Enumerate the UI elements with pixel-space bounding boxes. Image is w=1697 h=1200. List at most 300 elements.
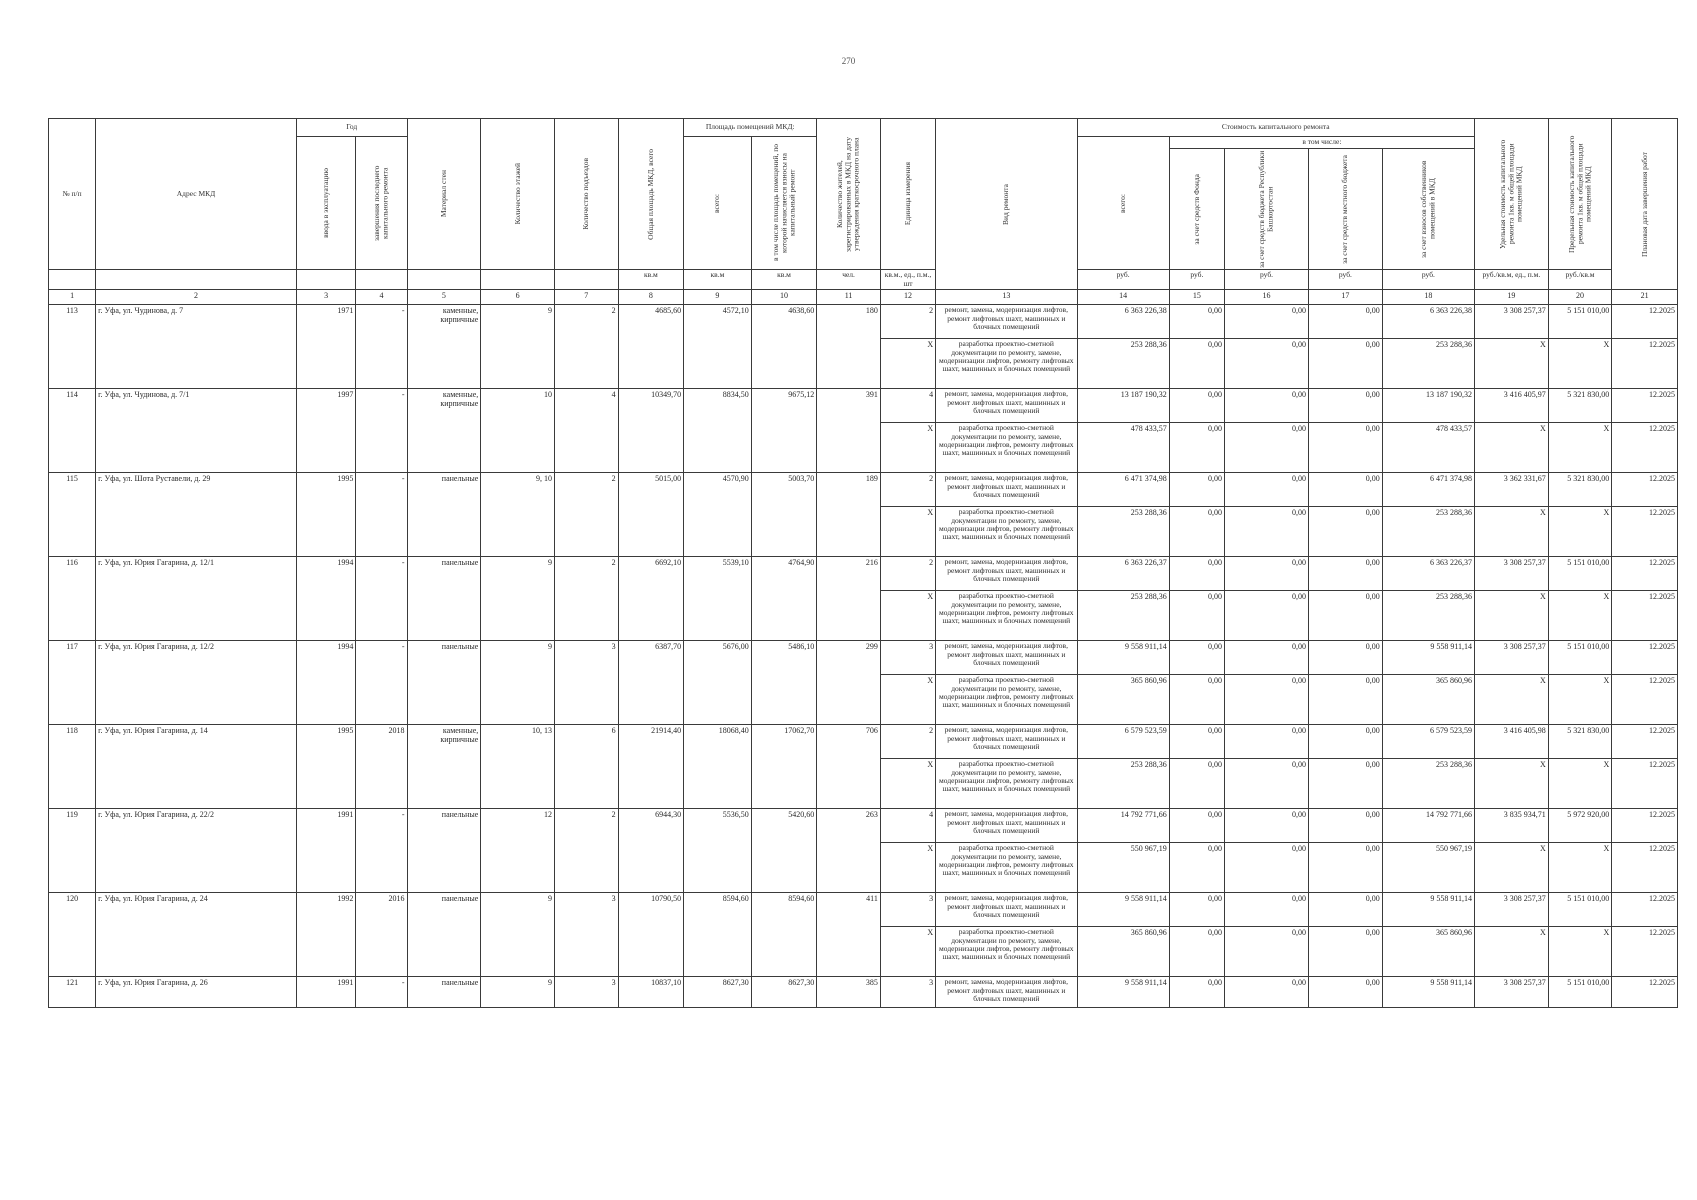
- row-entrances: 2: [555, 557, 619, 641]
- unit-cell: руб./кв.м, ед., п.м.: [1475, 270, 1549, 290]
- column-number: 14: [1077, 290, 1169, 305]
- row-floors: 9: [481, 641, 555, 725]
- row-cost-owners: 9 558 911,14: [1382, 893, 1474, 927]
- unit-cell: руб.: [1382, 270, 1474, 290]
- unit-cell: чел.: [817, 270, 881, 290]
- table-row: [49, 809, 1678, 843]
- header-including: в том числе:: [1169, 137, 1474, 149]
- row-area-contrib: 5003,70: [751, 473, 817, 557]
- row-residents: 299: [817, 641, 881, 725]
- subrow-cost-local: 0,00: [1309, 507, 1383, 557]
- subrow-cost-owners: 365 860,96: [1382, 675, 1474, 725]
- subrow-max-cost: X: [1548, 423, 1612, 473]
- row-floors: 10: [481, 389, 555, 473]
- row-unit-cost: 3 362 331,67: [1475, 473, 1549, 507]
- header-deadline: Плановая дата завершения работ: [1639, 151, 1649, 257]
- subrow-qty: X: [880, 843, 935, 893]
- subrow-unit-cost: X: [1475, 675, 1549, 725]
- row-cost-fund: 0,00: [1169, 725, 1224, 759]
- row-cost-owners: 6 363 226,38: [1382, 305, 1474, 339]
- row-wall-material: панельные: [407, 557, 481, 641]
- row-cost-total: 6 363 226,38: [1077, 305, 1169, 339]
- row-entrances: 3: [555, 641, 619, 725]
- subrow-cost-total: 365 860,96: [1077, 675, 1169, 725]
- row-cost-republic: 0,00: [1225, 305, 1309, 339]
- subrow-unit-cost: X: [1475, 591, 1549, 641]
- subrow-cost-local: 0,00: [1309, 927, 1383, 977]
- subrow-cost-republic: 0,00: [1225, 591, 1309, 641]
- row-cost-total: 6 471 374,98: [1077, 473, 1169, 507]
- row-cost-local: 0,00: [1309, 893, 1383, 927]
- subrow-deadline: 12.2025: [1612, 843, 1678, 893]
- header-year-commission: ввода в эксплуатацию: [321, 168, 330, 238]
- row-area-contrib: 5486,10: [751, 641, 817, 725]
- row-area-total: 5539,10: [684, 557, 752, 641]
- subrow-cost-local: 0,00: [1309, 423, 1383, 473]
- subrow-cost-owners: 478 433,57: [1382, 423, 1474, 473]
- row-area-total: 5676,00: [684, 641, 752, 725]
- row-address: г. Уфа, ул. Чудинова, д. 7: [96, 305, 297, 389]
- row-wall-material: панельные: [407, 473, 481, 557]
- row-deadline: 12.2025: [1612, 641, 1678, 675]
- column-number: 2: [96, 290, 297, 305]
- subrow-max-cost: X: [1548, 759, 1612, 809]
- subrow-work-type: разработка проектно-сметной документации по ремонту, замене, модернизации лифтов, ремонту лифтовых шахт, машинных и блочных помещений: [936, 843, 1077, 893]
- column-number: 12: [880, 290, 935, 305]
- header-floors: Количество этажей: [512, 163, 522, 225]
- row-number: 117: [49, 641, 96, 725]
- row-floors: 10, 13: [481, 725, 555, 809]
- header-year-group: Год: [296, 119, 407, 137]
- row-cost-fund: 0,00: [1169, 305, 1224, 339]
- header-cost-local: за счет средств местного бюджета: [1340, 154, 1350, 264]
- row-deadline: 12.2025: [1612, 473, 1678, 507]
- row-cost-owners: 6 579 523,59: [1382, 725, 1474, 759]
- header-premises-area-group: Площадь помещений МКД:: [684, 119, 817, 137]
- row-wall-material: панельные: [407, 893, 481, 977]
- subrow-qty: X: [880, 759, 935, 809]
- row-area-contrib: 8594,60: [751, 893, 817, 977]
- row-total-area: 10790,50: [618, 893, 684, 977]
- row-wall-material: каменные, кирпичные: [407, 305, 481, 389]
- subrow-cost-fund: 0,00: [1169, 675, 1224, 725]
- row-cost-fund: 0,00: [1169, 977, 1224, 1008]
- row-work-type: ремонт, замена, модернизация лифтов, ремонт лифтовых шахт, машинных и блочных помещений: [936, 305, 1077, 339]
- column-numbers-row: [49, 290, 1678, 305]
- column-number: 1: [49, 290, 96, 305]
- column-number: 16: [1225, 290, 1309, 305]
- unit-cell: руб./кв.м: [1548, 270, 1612, 290]
- row-year-commission: 1994: [296, 557, 355, 641]
- row-work-qty: 2: [880, 305, 935, 339]
- subrow-max-cost: X: [1548, 927, 1612, 977]
- subrow-cost-republic: 0,00: [1225, 927, 1309, 977]
- subrow-deadline: 12.2025: [1612, 423, 1678, 473]
- row-residents: 391: [817, 389, 881, 473]
- row-work-type: ремонт, замена, модернизация лифтов, ремонт лифтовых шахт, машинных и блочных помещений: [936, 641, 1077, 675]
- row-year-commission: 1997: [296, 389, 355, 473]
- row-cost-total: 14 792 771,66: [1077, 809, 1169, 843]
- row-work-type: ремонт, замена, модернизация лифтов, ремонт лифтовых шахт, машинных и блочных помещений: [936, 809, 1077, 843]
- subrow-deadline: 12.2025: [1612, 507, 1678, 557]
- row-total-area: 4685,60: [618, 305, 684, 389]
- header-area-contrib: в том числе площадь помещений, по которой начисляется взносы на капитальный ремонт: [770, 144, 797, 262]
- table-row: [49, 977, 1678, 1008]
- row-cost-owners: 13 187 190,32: [1382, 389, 1474, 423]
- row-unit-cost: 3 308 257,37: [1475, 305, 1549, 339]
- row-entrances: 4: [555, 389, 619, 473]
- row-cost-owners: 6 363 226,37: [1382, 557, 1474, 591]
- header-unit-cost: Удельная стоимость капитального ремонта 1кв. м общей площади помещений МКД: [1498, 139, 1524, 249]
- capital-repair-table: [48, 118, 1678, 1008]
- row-floors: 9: [481, 893, 555, 977]
- subrow-work-type: разработка проектно-сметной документации по ремонту, замене, модернизации лифтов, ремонту лифтовых шахт, машинных и блочных помещений: [936, 927, 1077, 977]
- subrow-cost-fund: 0,00: [1169, 339, 1224, 389]
- subrow-cost-fund: 0,00: [1169, 927, 1224, 977]
- unit-cell: кв.м: [751, 270, 817, 290]
- subrow-cost-owners: 253 288,36: [1382, 339, 1474, 389]
- header-cost-owners: за счет взносов собственников помещений в МКД: [1419, 160, 1437, 258]
- row-year-last-repair: -: [356, 809, 407, 893]
- row-deadline: 12.2025: [1612, 725, 1678, 759]
- row-year-last-repair: 2018: [356, 725, 407, 809]
- subrow-qty: X: [880, 591, 935, 641]
- column-number: 18: [1382, 290, 1474, 305]
- unit-cell: кв.м., ед., п.м., шт: [880, 270, 935, 290]
- row-year-last-repair: 2016: [356, 893, 407, 977]
- column-number: 15: [1169, 290, 1224, 305]
- row-cost-owners: 9 558 911,14: [1382, 977, 1474, 1008]
- table-row: [49, 305, 1678, 339]
- row-cost-local: 0,00: [1309, 557, 1383, 591]
- row-cost-owners: 6 471 374,98: [1382, 473, 1474, 507]
- row-number: 116: [49, 557, 96, 641]
- subrow-unit-cost: X: [1475, 507, 1549, 557]
- subrow-qty: X: [880, 423, 935, 473]
- row-cost-fund: 0,00: [1169, 557, 1224, 591]
- row-cost-total: 13 187 190,32: [1077, 389, 1169, 423]
- header-work-type: Вид ремонта: [1001, 183, 1011, 225]
- row-area-contrib: 5420,60: [751, 809, 817, 893]
- table-row: [49, 893, 1678, 927]
- row-max-cost: 5 321 830,00: [1548, 389, 1612, 423]
- row-unit-cost: 3 835 934,71: [1475, 809, 1549, 843]
- row-year-commission: 1994: [296, 641, 355, 725]
- row-number: 115: [49, 473, 96, 557]
- row-max-cost: 5 321 830,00: [1548, 725, 1612, 759]
- row-year-commission: 1992: [296, 893, 355, 977]
- column-number: 3: [296, 290, 355, 305]
- row-cost-fund: 0,00: [1169, 641, 1224, 675]
- row-work-qty: 3: [880, 977, 935, 1008]
- subrow-max-cost: X: [1548, 675, 1612, 725]
- subrow-max-cost: X: [1548, 843, 1612, 893]
- row-year-last-repair: -: [356, 977, 407, 1008]
- column-number: 21: [1612, 290, 1678, 305]
- row-year-last-repair: -: [356, 305, 407, 389]
- row-unit-cost: 3 416 405,97: [1475, 389, 1549, 423]
- row-year-last-repair: -: [356, 641, 407, 725]
- row-deadline: 12.2025: [1612, 809, 1678, 843]
- table-row: [49, 557, 1678, 591]
- row-max-cost: 5 151 010,00: [1548, 977, 1612, 1008]
- row-cost-fund: 0,00: [1169, 473, 1224, 507]
- subrow-qty: X: [880, 675, 935, 725]
- units-row: [49, 270, 1678, 290]
- row-address: г. Уфа, ул. Юрия Гагарина, д. 14: [96, 725, 297, 809]
- row-total-area: 6387,70: [618, 641, 684, 725]
- row-entrances: 2: [555, 305, 619, 389]
- subrow-cost-republic: 0,00: [1225, 843, 1309, 893]
- subrow-cost-republic: 0,00: [1225, 759, 1309, 809]
- row-unit-cost: 3 308 257,37: [1475, 893, 1549, 927]
- unit-cell: руб.: [1309, 270, 1383, 290]
- row-area-contrib: 17062,70: [751, 725, 817, 809]
- row-address: г. Уфа, ул. Юрия Гагарина, д. 12/2: [96, 641, 297, 725]
- subrow-cost-republic: 0,00: [1225, 507, 1309, 557]
- subrow-work-type: разработка проектно-сметной документации по ремонту, замене, модернизации лифтов, ремонту лифтовых шахт, машинных и блочных помещений: [936, 507, 1077, 557]
- row-unit-cost: 3 308 257,37: [1475, 641, 1549, 675]
- subrow-max-cost: X: [1548, 339, 1612, 389]
- subrow-qty: X: [880, 507, 935, 557]
- page-number: 270: [841, 56, 856, 66]
- row-deadline: 12.2025: [1612, 977, 1678, 1008]
- row-work-qty: 4: [880, 809, 935, 843]
- row-entrances: 6: [555, 725, 619, 809]
- row-max-cost: 5 151 010,00: [1548, 893, 1612, 927]
- row-cost-owners: 14 792 771,66: [1382, 809, 1474, 843]
- subrow-deadline: 12.2025: [1612, 591, 1678, 641]
- row-area-total: 4572,10: [684, 305, 752, 389]
- row-address: г. Уфа, ул. Шота Руставели, д. 29: [96, 473, 297, 557]
- subrow-cost-owners: 550 967,19: [1382, 843, 1474, 893]
- row-residents: 411: [817, 893, 881, 977]
- row-number: 119: [49, 809, 96, 893]
- subrow-cost-owners: 253 288,36: [1382, 507, 1474, 557]
- subrow-cost-fund: 0,00: [1169, 759, 1224, 809]
- table-row: [49, 641, 1678, 675]
- row-work-qty: 3: [880, 893, 935, 927]
- subrow-cost-owners: 365 860,96: [1382, 927, 1474, 977]
- row-cost-total: 9 558 911,14: [1077, 893, 1169, 927]
- row-number: 118: [49, 725, 96, 809]
- row-entrances: 3: [555, 977, 619, 1008]
- row-number: 121: [49, 977, 96, 1008]
- row-number: 113: [49, 305, 96, 389]
- header-area-total: всего:: [712, 193, 722, 213]
- row-area-total: 4570,90: [684, 473, 752, 557]
- header-cost-republic: за счет средств бюджета Республики Башкортостан: [1257, 150, 1275, 268]
- row-deadline: 12.2025: [1612, 305, 1678, 339]
- row-entrances: 2: [555, 809, 619, 893]
- row-entrances: 3: [555, 893, 619, 977]
- row-residents: 189: [817, 473, 881, 557]
- subrow-unit-cost: X: [1475, 927, 1549, 977]
- subrow-unit-cost: X: [1475, 843, 1549, 893]
- row-wall-material: каменные, кирпичные: [407, 389, 481, 473]
- row-area-total: 8627,30: [684, 977, 752, 1008]
- subrow-cost-fund: 0,00: [1169, 423, 1224, 473]
- row-floors: 9: [481, 977, 555, 1008]
- row-cost-republic: 0,00: [1225, 977, 1309, 1008]
- row-cost-local: 0,00: [1309, 641, 1383, 675]
- row-cost-total: 6 363 226,37: [1077, 557, 1169, 591]
- row-cost-local: 0,00: [1309, 725, 1383, 759]
- row-work-type: ремонт, замена, модернизация лифтов, ремонт лифтовых шахт, машинных и блочных помещений: [936, 893, 1077, 927]
- row-wall-material: панельные: [407, 977, 481, 1008]
- row-wall-material: панельные: [407, 809, 481, 893]
- row-unit-cost: 3 308 257,37: [1475, 557, 1549, 591]
- unit-cell: руб.: [1169, 270, 1224, 290]
- row-work-qty: 3: [880, 641, 935, 675]
- unit-cell: руб.: [1077, 270, 1169, 290]
- subrow-cost-local: 0,00: [1309, 759, 1383, 809]
- row-cost-republic: 0,00: [1225, 725, 1309, 759]
- row-residents: 706: [817, 725, 881, 809]
- row-number: 120: [49, 893, 96, 977]
- row-cost-local: 0,00: [1309, 809, 1383, 843]
- row-address: г. Уфа, ул. Юрия Гагарина, д. 12/1: [96, 557, 297, 641]
- row-work-qty: 2: [880, 473, 935, 507]
- row-area-contrib: 4638,60: [751, 305, 817, 389]
- column-number: 9: [684, 290, 752, 305]
- header-address: Адрес МКД: [96, 119, 297, 270]
- column-number: 11: [817, 290, 881, 305]
- row-address: г. Уфа, ул. Юрия Гагарина, д. 22/2: [96, 809, 297, 893]
- unit-cell: руб.: [1225, 270, 1309, 290]
- subrow-cost-local: 0,00: [1309, 843, 1383, 893]
- row-area-total: 8594,60: [684, 893, 752, 977]
- row-cost-republic: 0,00: [1225, 809, 1309, 843]
- row-year-commission: 1995: [296, 725, 355, 809]
- subrow-cost-republic: 0,00: [1225, 675, 1309, 725]
- row-work-type: ремонт, замена, модернизация лифтов, ремонт лифтовых шахт, машинных и блочных помещений: [936, 557, 1077, 591]
- row-cost-local: 0,00: [1309, 977, 1383, 1008]
- subrow-deadline: 12.2025: [1612, 339, 1678, 389]
- row-cost-republic: 0,00: [1225, 641, 1309, 675]
- row-total-area: 5015,00: [618, 473, 684, 557]
- column-number: 20: [1548, 290, 1612, 305]
- subrow-unit-cost: X: [1475, 759, 1549, 809]
- subrow-max-cost: X: [1548, 591, 1612, 641]
- row-cost-republic: 0,00: [1225, 893, 1309, 927]
- unit-cell: кв.м: [618, 270, 684, 290]
- row-area-contrib: 8627,30: [751, 977, 817, 1008]
- subrow-deadline: 12.2025: [1612, 759, 1678, 809]
- subrow-cost-fund: 0,00: [1169, 591, 1224, 641]
- subrow-cost-total: 253 288,36: [1077, 507, 1169, 557]
- row-year-commission: 1991: [296, 809, 355, 893]
- row-max-cost: 5 972 920,00: [1548, 809, 1612, 843]
- header-cost-group: Стоимость капитального ремонта: [1077, 119, 1475, 137]
- row-wall-material: панельные: [407, 641, 481, 725]
- subrow-qty: X: [880, 339, 935, 389]
- column-number: 4: [356, 290, 407, 305]
- row-cost-total: 6 579 523,59: [1077, 725, 1169, 759]
- row-year-commission: 1971: [296, 305, 355, 389]
- subrow-cost-republic: 0,00: [1225, 423, 1309, 473]
- subrow-cost-total: 253 288,36: [1077, 591, 1169, 641]
- row-cost-fund: 0,00: [1169, 893, 1224, 927]
- column-number: 13: [936, 290, 1077, 305]
- subrow-cost-local: 0,00: [1309, 591, 1383, 641]
- table-row: [49, 725, 1678, 759]
- row-work-type: ремонт, замена, модернизация лифтов, ремонт лифтовых шахт, машинных и блочных помещений: [936, 725, 1077, 759]
- row-floors: 9: [481, 557, 555, 641]
- subrow-deadline: 12.2025: [1612, 675, 1678, 725]
- row-cost-republic: 0,00: [1225, 389, 1309, 423]
- row-total-area: 21914,40: [618, 725, 684, 809]
- row-total-area: 6692,10: [618, 557, 684, 641]
- row-address: г. Уфа, ул. Юрия Гагарина, д. 26: [96, 977, 297, 1008]
- column-number: 5: [407, 290, 481, 305]
- header-no: № п/п: [49, 119, 96, 270]
- subrow-unit-cost: X: [1475, 339, 1549, 389]
- subrow-qty: X: [880, 927, 935, 977]
- row-year-last-repair: -: [356, 557, 407, 641]
- subrow-max-cost: X: [1548, 507, 1612, 557]
- header-max-cost: Предельная стоимость капитального ремонта 1кв. м общей площади помещений МКД: [1566, 135, 1593, 253]
- subrow-cost-owners: 253 288,36: [1382, 759, 1474, 809]
- subrow-cost-total: 253 288,36: [1077, 339, 1169, 389]
- table-row: [49, 473, 1678, 507]
- row-floors: 12: [481, 809, 555, 893]
- row-work-qty: 4: [880, 389, 935, 423]
- row-year-last-repair: -: [356, 473, 407, 557]
- subrow-work-type: разработка проектно-сметной документации по ремонту, замене, модернизации лифтов, ремонту лифтовых шахт, машинных и блочных помещений: [936, 675, 1077, 725]
- row-cost-total: 9 558 911,14: [1077, 977, 1169, 1008]
- row-cost-owners: 9 558 911,14: [1382, 641, 1474, 675]
- row-cost-fund: 0,00: [1169, 809, 1224, 843]
- row-cost-fund: 0,00: [1169, 389, 1224, 423]
- subrow-cost-total: 365 860,96: [1077, 927, 1169, 977]
- row-total-area: 10837,10: [618, 977, 684, 1008]
- subrow-cost-local: 0,00: [1309, 675, 1383, 725]
- header-cost-fund: за счет средств Фонда: [1191, 173, 1201, 245]
- row-cost-republic: 0,00: [1225, 557, 1309, 591]
- row-residents: 180: [817, 305, 881, 389]
- row-entrances: 2: [555, 473, 619, 557]
- column-number: 19: [1475, 290, 1549, 305]
- header-residents: Количество жителей, зарегистрированных в МКД на дату утверждения краткосрочного плана: [835, 136, 861, 252]
- row-max-cost: 5 321 830,00: [1548, 473, 1612, 507]
- column-number: 8: [618, 290, 684, 305]
- row-cost-total: 9 558 911,14: [1077, 641, 1169, 675]
- subrow-work-type: разработка проектно-сметной документации по ремонту, замене, модернизации лифтов, ремонту лифтовых шахт, машинных и блочных помещений: [936, 759, 1077, 809]
- row-max-cost: 5 151 010,00: [1548, 305, 1612, 339]
- subrow-cost-total: 253 288,36: [1077, 759, 1169, 809]
- row-work-type: ремонт, замена, модернизация лифтов, ремонт лифтовых шахт, машинных и блочных помещений: [936, 389, 1077, 423]
- subrow-cost-total: 478 433,57: [1077, 423, 1169, 473]
- row-residents: 385: [817, 977, 881, 1008]
- row-deadline: 12.2025: [1612, 389, 1678, 423]
- header-wall-material: Материал стен: [438, 170, 448, 218]
- row-cost-local: 0,00: [1309, 305, 1383, 339]
- header-unit: Единица измерения: [902, 162, 912, 226]
- header-entrances: Количество подъездов: [581, 158, 591, 230]
- row-wall-material: каменные, кирпичные: [407, 725, 481, 809]
- subrow-cost-republic: 0,00: [1225, 339, 1309, 389]
- subrow-work-type: разработка проектно-сметной документации по ремонту, замене, модернизации лифтов, ремонту лифтовых шахт, машинных и блочных помещений: [936, 591, 1077, 641]
- row-cost-local: 0,00: [1309, 389, 1383, 423]
- row-number: 114: [49, 389, 96, 473]
- row-work-type: ремонт, замена, модернизация лифтов, ремонт лифтовых шахт, машинных и блочных помещений: [936, 977, 1077, 1008]
- subrow-cost-fund: 0,00: [1169, 507, 1224, 557]
- table-row: [49, 389, 1678, 423]
- row-deadline: 12.2025: [1612, 557, 1678, 591]
- subrow-work-type: разработка проектно-сметной документации по ремонту, замене, модернизации лифтов, ремонту лифтовых шахт, машинных и блочных помещений: [936, 339, 1077, 389]
- column-number: 7: [555, 290, 619, 305]
